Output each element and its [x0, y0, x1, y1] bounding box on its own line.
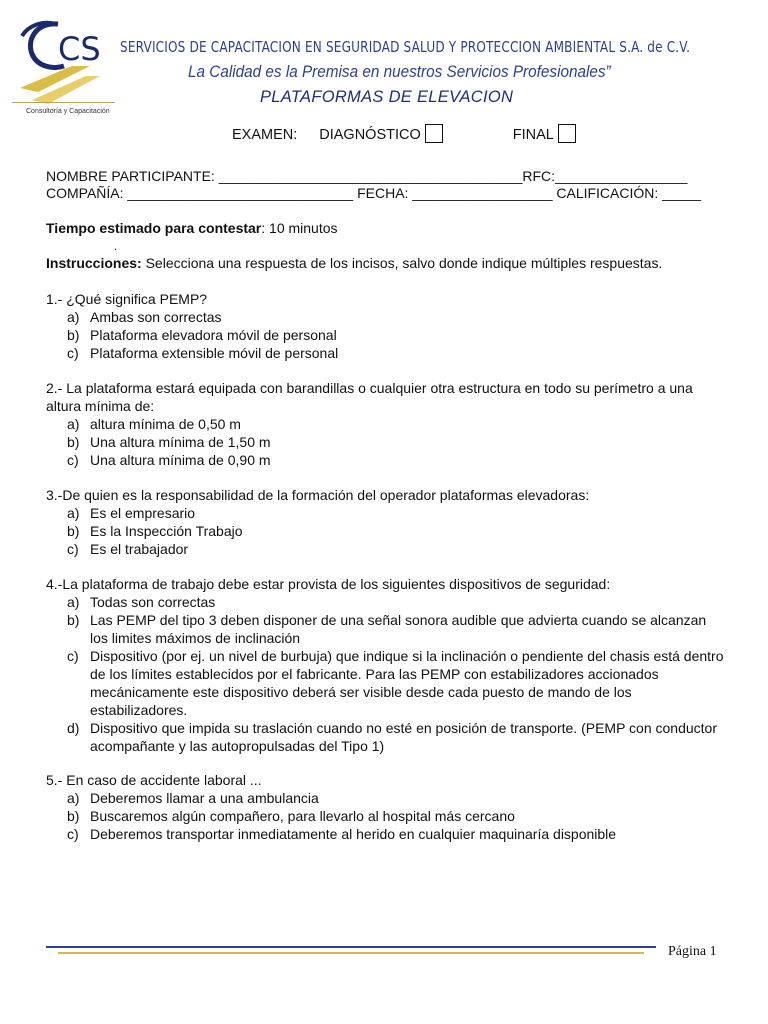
- participant-name-rfc-field[interactable]: NOMBRE PARTICIPANTE: _______________________________________RFC:_________________: [46, 168, 688, 184]
- instructions-text: Selecciona una respuesta de los incisos, salvo donde indique múltiples respuestas.: [141, 255, 663, 271]
- final-label: FINAL: [512, 127, 554, 143]
- time-value: : 10 minutos: [261, 220, 338, 236]
- diagnostic-label: DIAGNÓSTICO: [319, 127, 421, 143]
- option-letter: b): [67, 808, 80, 824]
- footer-rule-blue: [46, 946, 656, 948]
- option-letter: a): [67, 594, 80, 610]
- option-text: Una altura mínima de 1,50 m: [90, 434, 271, 450]
- option-text: Dispositivo que impida su traslación cuando no esté en posición de transporte. (PEMP con conductor acompañante y las autopropulsadas del Tipo 1): [90, 720, 717, 754]
- option-letter: a): [67, 505, 80, 521]
- option-text: Dispositivo (por ej. un nivel de burbuja) que indique si la inclinación o pendiente del chasis está dentro de los límites establecidos por el fabricante. Para las PEMP con estabilizadores accionados mecánicamente este dispositivo deberá ser visible desde cada puesto de mando de los estabilizadores.: [90, 648, 724, 718]
- answer-option[interactable]: [46, 326, 726, 344]
- answer-option[interactable]: [46, 611, 726, 647]
- option-letter: b): [67, 327, 80, 343]
- option-letter: c): [67, 826, 79, 842]
- stray-dot: .: [114, 239, 118, 253]
- time-label: Tiempo estimado para contestar: [46, 220, 262, 236]
- option-letter: c): [67, 541, 79, 557]
- answer-option[interactable]: [46, 593, 726, 611]
- answer-option[interactable]: [46, 504, 726, 522]
- option-letter: b): [67, 434, 80, 450]
- logo-underline: [12, 102, 115, 103]
- question-text: 3.-De quien es la responsabilidad de la formación del operador plataformas elevadoras:: [46, 487, 590, 503]
- exam-type-row: [232, 124, 576, 144]
- question-text: 5.- En caso de accidente laboral ...: [46, 772, 262, 788]
- option-text: Plataforma elevadora móvil de personal: [90, 327, 337, 343]
- question-text: 2.- La plataforma estará equipada con barandillas o cualquier otra estructura en todo su perímetro a una altura mínima de:: [46, 380, 693, 414]
- svg-text:CS: CS: [58, 30, 101, 68]
- company-name: SERVICIOS DE CAPACITACION EN SEGURIDAD SALUD Y PROTECCION AMBIENTAL S.A. de C.V.: [120, 38, 691, 56]
- option-text: Es el trabajador: [90, 541, 189, 557]
- company-slogan: La Calidad es la Premisa en nuestros Servicios Profesionales”: [188, 62, 611, 81]
- option-text: Ambas son correctas: [90, 309, 222, 325]
- instructions: [46, 254, 662, 272]
- option-text: Es la Inspección Trabajo: [90, 523, 243, 539]
- option-text: Deberemos llamar a una ambulancia: [90, 790, 319, 806]
- question-3: [46, 486, 726, 558]
- answer-option[interactable]: [46, 540, 726, 558]
- page-number: Página 1: [668, 944, 717, 959]
- option-text: Todas son correctas: [90, 594, 216, 610]
- diagnostic-checkbox[interactable]: [425, 124, 443, 143]
- option-letter: c): [67, 345, 79, 361]
- option-letter: c): [67, 648, 79, 664]
- option-letter: b): [67, 612, 80, 628]
- option-text: Buscaremos algún compañero, para llevarlo al hospital más cercano: [90, 808, 515, 824]
- answer-option[interactable]: [46, 719, 726, 755]
- question-2: [46, 379, 726, 469]
- option-letter: a): [67, 309, 80, 325]
- option-text: Deberemos transportar inmediatamente al herido en cualquier maquinaría disponible: [90, 826, 617, 842]
- question-4: [46, 575, 726, 755]
- option-letter: c): [67, 452, 79, 468]
- answer-option[interactable]: [46, 807, 726, 825]
- answer-option[interactable]: [46, 647, 726, 719]
- company-date-grade-field[interactable]: COMPAÑÍA: _____________________________ FECHA: __________________ CALIFICACIÓN: _____: [46, 185, 702, 201]
- company-logo: [12, 18, 117, 118]
- question-text: 4.-La plataforma de trabajo debe estar provista de los siguientes dispositivos de seguridad:: [46, 576, 611, 592]
- answer-option[interactable]: [46, 415, 726, 433]
- exam-label: EXAMEN:: [232, 127, 298, 143]
- answer-option[interactable]: [46, 308, 726, 326]
- answer-option[interactable]: [46, 825, 726, 843]
- option-text: Una altura mínima de 0,90 m: [90, 452, 271, 468]
- instructions-label: Instrucciones:: [46, 255, 142, 271]
- logo-caption: Consultoría y Capacitación: [26, 108, 110, 115]
- question-1: [46, 290, 726, 362]
- footer-rule-gold: [58, 952, 644, 954]
- option-text: altura mínima de 0,50 m: [90, 416, 241, 432]
- answer-option[interactable]: [46, 522, 726, 540]
- question-5: [46, 771, 726, 843]
- answer-option[interactable]: [46, 433, 726, 451]
- participant-fields: [46, 168, 701, 202]
- document-title: PLATAFORMAS DE ELEVACION: [260, 88, 514, 106]
- option-text: Las PEMP del tipo 3 deben disponer de una señal sonora audible que advierta cuando se alcanzan los limites máximos de inclinación: [90, 612, 707, 646]
- final-checkbox[interactable]: [558, 124, 576, 143]
- option-letter: a): [67, 790, 80, 806]
- option-letter: b): [67, 523, 80, 539]
- answer-option[interactable]: [46, 344, 726, 362]
- estimated-time: [46, 219, 338, 237]
- option-text: Plataforma extensible móvil de personal: [90, 345, 339, 361]
- option-letter: a): [67, 416, 80, 432]
- answer-option[interactable]: [46, 451, 726, 469]
- option-text: Es el empresario: [90, 505, 196, 521]
- answer-option[interactable]: [46, 789, 726, 807]
- question-text: 1.- ¿Qué significa PEMP?: [46, 291, 208, 307]
- option-letter: d): [67, 720, 80, 736]
